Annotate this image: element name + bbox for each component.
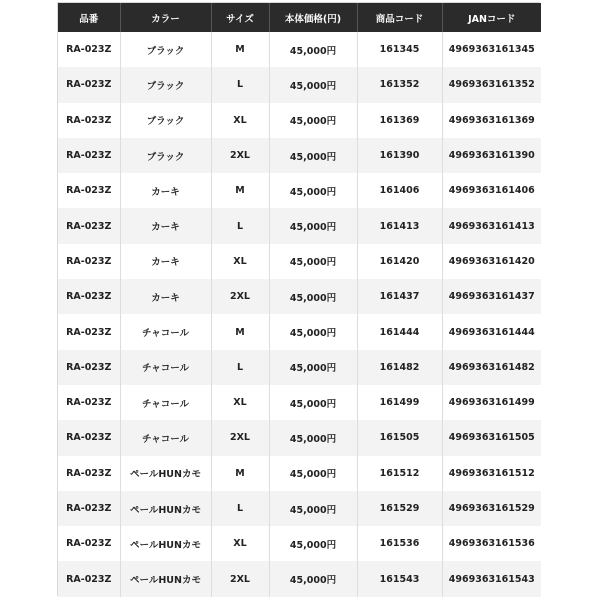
table-row — [58, 456, 541, 491]
price-cell: 45,000円 — [269, 103, 357, 138]
header-product-code: 商品コード — [357, 3, 442, 32]
jan-code-cell: 4969363161413 — [442, 208, 541, 243]
size-cell: XL — [211, 103, 269, 138]
jan-code-cell: 4969363161406 — [442, 173, 541, 208]
product-code-cell: 161420 — [357, 244, 442, 279]
color-cell: ペールHUNカモ — [120, 561, 211, 596]
price-cell: 45,000円 — [269, 456, 357, 491]
size-cell: M — [211, 314, 269, 349]
jan-code-cell: 4969363161437 — [442, 279, 541, 314]
price-cell: 45,000円 — [269, 279, 357, 314]
color-cell: カーキ — [120, 279, 211, 314]
product-code-cell: 161444 — [357, 314, 442, 349]
product-code-cell: 161543 — [357, 561, 442, 596]
product-code-cell: 161482 — [357, 350, 442, 385]
color-cell: ペールHUNカモ — [120, 456, 211, 491]
size-cell: L — [211, 208, 269, 243]
jan-code-cell: 4969363161352 — [442, 67, 541, 102]
table-row — [58, 244, 541, 279]
part-number-cell: RA-023Z — [66, 255, 112, 267]
color-cell: ペールHUNカモ — [120, 491, 211, 526]
table-row — [58, 350, 541, 385]
size-cell: 2XL — [211, 138, 269, 173]
table-header — [58, 3, 541, 32]
header-price: 本体価格(円) — [269, 3, 357, 32]
color-cell: カーキ — [120, 244, 211, 279]
table-header-row — [58, 3, 541, 32]
product-code-cell: 161345 — [357, 32, 442, 67]
color-cell: チャコール — [120, 420, 211, 455]
size-cell: M — [211, 456, 269, 491]
product-code-cell: 161437 — [357, 279, 442, 314]
size-cell: 2XL — [211, 561, 269, 596]
jan-code-cell: 4969363161543 — [442, 561, 541, 596]
product-code-cell: 161499 — [357, 385, 442, 420]
jan-code-cell: 4969363161369 — [442, 103, 541, 138]
size-cell: M — [211, 32, 269, 67]
jan-code-cell: 4969363161345 — [442, 32, 541, 67]
part-number-cell: RA-023Z — [66, 79, 112, 91]
product-code-cell: 161512 — [357, 456, 442, 491]
product-code-cell: 161406 — [357, 173, 442, 208]
jan-code-cell: 4969363161390 — [442, 138, 541, 173]
jan-code-cell: 4969363161499 — [442, 385, 541, 420]
size-cell: L — [211, 491, 269, 526]
part-number-cell: RA-023Z — [66, 573, 112, 585]
part-number-cell: RA-023Z — [66, 467, 112, 479]
price-cell: 45,000円 — [269, 420, 357, 455]
product-code-cell: 161369 — [357, 103, 442, 138]
part-number-cell: RA-023Z — [66, 503, 112, 514]
part-number-cell: RA-023Z — [66, 114, 112, 126]
product-code-cell: 161536 — [357, 526, 442, 561]
size-cell: L — [211, 350, 269, 385]
part-number-cell: RA-023Z — [66, 291, 112, 303]
jan-code-cell: 4969363161536 — [442, 526, 541, 561]
product-code-cell: 161529 — [357, 491, 442, 526]
table-row — [58, 314, 541, 349]
jan-code-cell: 4969363161482 — [442, 350, 541, 385]
product-code-cell: 161352 — [357, 67, 442, 102]
size-cell: XL — [211, 244, 269, 279]
table-row — [58, 420, 541, 455]
product-code-cell: 161413 — [357, 208, 442, 243]
color-cell: チャコール — [120, 385, 211, 420]
jan-code-cell: 4969363161505 — [442, 420, 541, 455]
jan-code-cell: 4969363161420 — [442, 244, 541, 279]
part-number-cell: RA-023Z — [66, 397, 112, 409]
table-row — [58, 279, 541, 314]
table-row — [58, 138, 541, 173]
price-cell: 45,000円 — [269, 208, 357, 243]
color-cell: カーキ — [120, 173, 211, 208]
product-spec-table — [58, 3, 541, 597]
part-number-cell: RA-023Z — [66, 185, 112, 197]
size-cell: L — [211, 67, 269, 102]
price-cell: 45,000円 — [269, 350, 357, 385]
price-cell: 45,000円 — [269, 138, 357, 173]
table-row — [58, 67, 541, 102]
size-cell: XL — [211, 526, 269, 561]
part-number-cell: RA-023Z — [66, 150, 112, 162]
size-cell: 2XL — [211, 420, 269, 455]
table-row — [58, 103, 541, 138]
table-row — [58, 561, 541, 596]
part-number-cell: RA-023Z — [66, 326, 112, 338]
price-cell: 45,000円 — [269, 526, 357, 561]
table-row — [58, 385, 541, 420]
part-number-cell: RA-023Z — [66, 44, 112, 56]
part-number-cell: RA-023Z — [66, 538, 112, 550]
part-number-cell: RA-023Z — [66, 361, 112, 373]
table-body — [58, 32, 541, 597]
part-number-cell: RA-023Z — [66, 432, 112, 444]
color-cell: ブラック — [120, 103, 211, 138]
product-code-cell: 161390 — [357, 138, 442, 173]
price-cell: 45,000円 — [269, 314, 357, 349]
product-code-cell: 161505 — [357, 420, 442, 455]
header-size: サイズ — [211, 3, 269, 32]
color-cell: ペールHUNカモ — [120, 526, 211, 561]
jan-code-cell: 4969363161444 — [442, 314, 541, 349]
header-color: カラー — [120, 3, 211, 32]
table-row — [58, 208, 541, 243]
color-cell: カーキ — [120, 208, 211, 243]
price-cell: 45,000円 — [269, 67, 357, 102]
price-cell: 45,000円 — [269, 244, 357, 279]
header-part-number: 品番 — [79, 13, 99, 25]
table-row — [58, 173, 541, 208]
table-row — [58, 526, 541, 561]
color-cell: ブラック — [120, 67, 211, 102]
jan-code-cell: 4969363161512 — [442, 456, 541, 491]
part-number-cell: RA-023Z — [66, 220, 112, 232]
price-cell: 45,000円 — [269, 491, 357, 526]
price-cell: 45,000円 — [269, 32, 357, 67]
product-spec-table-container — [57, 2, 540, 596]
color-cell: チャコール — [120, 314, 211, 349]
table-row — [58, 491, 541, 526]
size-cell: 2XL — [211, 279, 269, 314]
price-cell: 45,000円 — [269, 385, 357, 420]
price-cell: 45,000円 — [269, 561, 357, 596]
color-cell: チャコール — [120, 350, 211, 385]
table-row — [58, 32, 541, 67]
jan-code-cell: 4969363161529 — [442, 491, 541, 526]
color-cell: ブラック — [120, 32, 211, 67]
price-cell: 45,000円 — [269, 173, 357, 208]
size-cell: M — [211, 173, 269, 208]
header-jan-code: JANコード — [442, 3, 541, 32]
size-cell: XL — [211, 385, 269, 420]
color-cell: ブラック — [120, 138, 211, 173]
